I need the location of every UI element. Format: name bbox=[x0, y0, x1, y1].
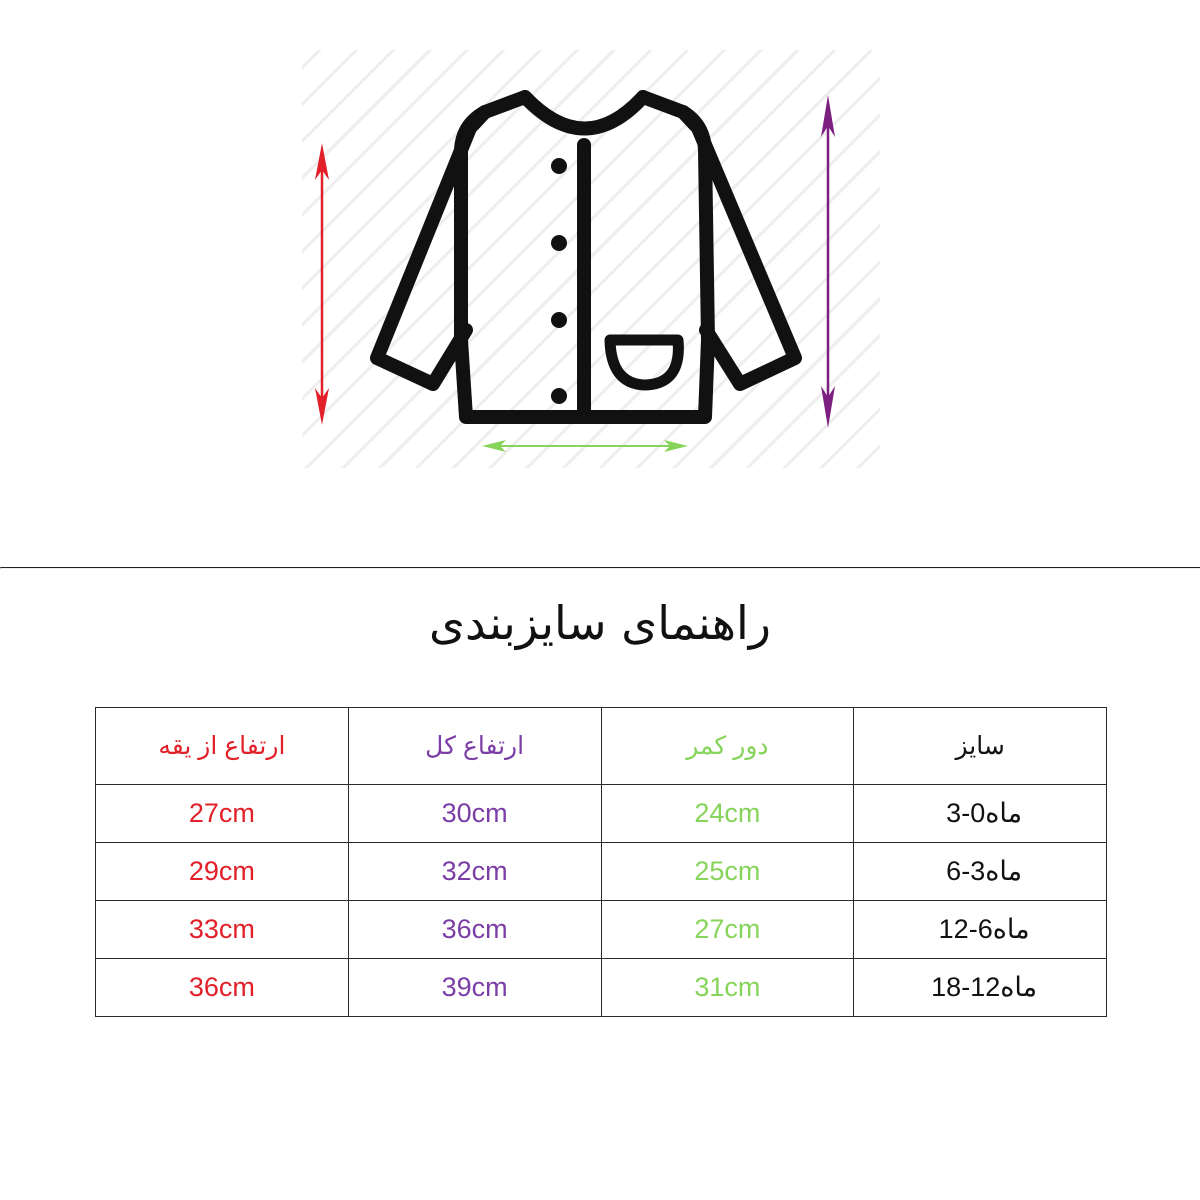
cell-total-height: 32cm bbox=[348, 843, 601, 901]
cell-total-height: 30cm bbox=[348, 785, 601, 843]
size-unit: ماه bbox=[985, 856, 1023, 886]
cell-size bbox=[854, 901, 1107, 959]
size-table bbox=[95, 707, 1107, 1017]
cell-collar-height: 29cm bbox=[96, 843, 349, 901]
size-illustration bbox=[0, 0, 1200, 520]
cell-collar-height: 36cm bbox=[96, 959, 349, 1017]
button-icon bbox=[551, 158, 567, 174]
size-range: 0-3 bbox=[946, 798, 986, 828]
divider bbox=[0, 567, 1200, 569]
table-row bbox=[96, 785, 1107, 843]
cell-size bbox=[854, 785, 1107, 843]
cell-collar-height: 27cm bbox=[96, 785, 349, 843]
page-title: راهنمای سایزبندی bbox=[429, 596, 771, 650]
size-unit: ماه bbox=[985, 798, 1023, 828]
size-range: 6-12 bbox=[938, 914, 993, 944]
table-row bbox=[96, 901, 1107, 959]
table-row bbox=[96, 959, 1107, 1017]
size-unit: ماه bbox=[992, 914, 1030, 944]
cell-waist: 25cm bbox=[601, 843, 854, 901]
button-icon bbox=[551, 388, 567, 404]
size-unit: ماه bbox=[1000, 972, 1038, 1002]
header-size: سایز bbox=[854, 708, 1107, 785]
header-collar-height: ارتفاع از یقه bbox=[96, 708, 349, 785]
button-icon bbox=[551, 235, 567, 251]
cell-size bbox=[854, 843, 1107, 901]
header-total-height: ارتفاع کل bbox=[348, 708, 601, 785]
table-header-row bbox=[96, 708, 1107, 785]
size-range: 12-18 bbox=[931, 972, 1001, 1002]
cell-waist: 24cm bbox=[601, 785, 854, 843]
cell-total-height: 39cm bbox=[348, 959, 601, 1017]
cell-collar-height: 33cm bbox=[96, 901, 349, 959]
cell-size bbox=[854, 959, 1107, 1017]
cell-waist: 31cm bbox=[601, 959, 854, 1017]
size-range: 3-6 bbox=[946, 856, 986, 886]
cell-total-height: 36cm bbox=[348, 901, 601, 959]
table-row bbox=[96, 843, 1107, 901]
header-waist: دور کمر bbox=[601, 708, 854, 785]
button-icon bbox=[551, 312, 567, 328]
cell-waist: 27cm bbox=[601, 901, 854, 959]
